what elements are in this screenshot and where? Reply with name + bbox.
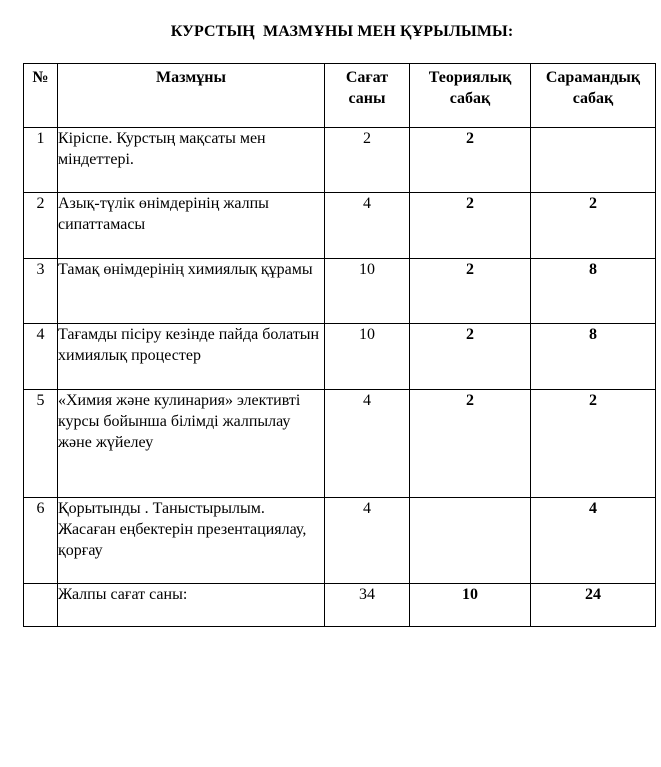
header-theory: Теориялық сабақ (410, 64, 531, 128)
row-theory-hours: 2 (410, 324, 531, 390)
document-title: КУРСТЫҢ МАЗМҰНЫ МЕН ҚҰРЫЛЫМЫ: (170, 23, 514, 40)
table-row (24, 390, 656, 498)
row-content: «Химия және кулинария» элективті курсы бойынша білімді жалпылау және жүйелеу (58, 390, 325, 498)
row-practice-hours: 2 (531, 390, 656, 498)
course-structure-table (23, 63, 656, 627)
row-hours: 4 (325, 193, 410, 259)
row-content: Кіріспе. Курстың мақсаты мен міндеттері. (58, 128, 325, 193)
row-number: 4 (24, 324, 58, 390)
row-hours: 4 (325, 390, 410, 498)
row-practice-hours: 8 (531, 259, 656, 324)
row-hours: 2 (325, 128, 410, 193)
row-hours: 10 (325, 259, 410, 324)
row-content: Қорытынды . Таныстырылым. Жасаған еңбектерін презентациялау, қорғау (58, 498, 325, 584)
row-hours: 10 (325, 324, 410, 390)
header-hours: Сағат саны (325, 64, 410, 128)
row-practice-hours: 8 (531, 324, 656, 390)
row-number: 5 (24, 390, 58, 498)
total-number (24, 584, 58, 627)
table-row (24, 498, 656, 584)
row-number: 3 (24, 259, 58, 324)
total-hours: 34 (325, 584, 410, 627)
row-theory-hours: 2 (410, 128, 531, 193)
row-theory-hours: 2 (410, 193, 531, 259)
total-label: Жалпы сағат саны: (58, 584, 325, 627)
row-content: Тамақ өнімдерінің химиялық құрамы (58, 259, 325, 324)
row-number: 1 (24, 128, 58, 193)
row-theory-hours: 2 (410, 259, 531, 324)
row-theory-hours (410, 498, 531, 584)
table-header-row (24, 64, 656, 128)
row-hours: 4 (325, 498, 410, 584)
row-theory-hours: 2 (410, 390, 531, 498)
header-number: № (24, 64, 58, 128)
row-content: Азық-түлік өнімдерінің жалпы сипаттамасы (58, 193, 325, 259)
row-practice-hours (531, 128, 656, 193)
row-content: Тағамды пісіру кезінде пайда болатын химиялық процестер (58, 324, 325, 390)
row-practice-hours: 2 (531, 193, 656, 259)
header-content: Мазмұны (58, 64, 325, 128)
row-practice-hours: 4 (531, 498, 656, 584)
row-number: 2 (24, 193, 58, 259)
table-row (24, 128, 656, 193)
total-practice-hours: 24 (531, 584, 656, 627)
row-number: 6 (24, 498, 58, 584)
table-row (24, 259, 656, 324)
table-row (24, 324, 656, 390)
table-total-row (24, 584, 656, 627)
table-row (24, 193, 656, 259)
total-theory-hours: 10 (410, 584, 531, 627)
header-practice: Сарамандық сабақ (531, 64, 656, 128)
